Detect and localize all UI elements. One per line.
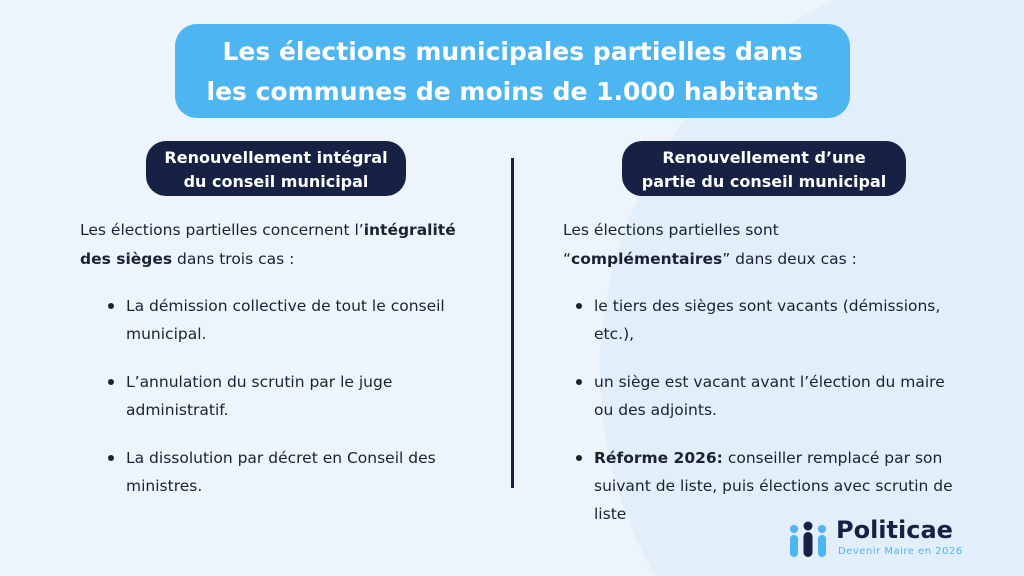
right-bullet-text: un siège est vacant avant l’élection du maire ou des adjoints. bbox=[594, 373, 945, 419]
list-item bbox=[108, 292, 498, 348]
list-item bbox=[108, 368, 498, 424]
right-intro-bold: complémentaires bbox=[571, 250, 723, 268]
left-bullet-text: L’annulation du scrutin par le juge administratif. bbox=[126, 373, 393, 419]
right-bullet-list bbox=[576, 292, 956, 548]
bullet-dot-icon bbox=[576, 303, 582, 309]
list-item bbox=[576, 292, 956, 348]
left-bullet-list bbox=[108, 292, 498, 520]
right-bullet-text: le tiers des sièges sont vacants (démissions, etc.), bbox=[594, 297, 941, 343]
right-intro-pre: Les élections partielles sont bbox=[563, 221, 779, 239]
left-heading-pill bbox=[146, 141, 406, 196]
bullet-dot-icon bbox=[108, 379, 114, 385]
left-bullet-text: La dissolution par décret en Conseil des ministres. bbox=[126, 449, 436, 495]
right-intro-post: ” dans deux cas : bbox=[722, 250, 857, 268]
left-heading-line1: Renouvellement intégral bbox=[164, 148, 388, 167]
left-bullet-text: La démission collective de tout le conseil municipal. bbox=[126, 297, 445, 343]
left-intro-text bbox=[80, 216, 500, 274]
page-title-line2: les communes de moins de 1.000 habitants bbox=[206, 77, 819, 106]
politicae-logo bbox=[786, 518, 976, 562]
people-group-icon bbox=[786, 520, 830, 560]
bullet-dot-icon bbox=[576, 455, 582, 461]
right-heading-line2: partie du conseil municipal bbox=[641, 172, 887, 191]
bullet-dot-icon bbox=[108, 455, 114, 461]
page-title-line1: Les élections municipales partielles dans bbox=[222, 37, 803, 66]
left-intro-bold1: intégralité bbox=[363, 221, 456, 239]
column-divider bbox=[511, 158, 514, 488]
right-heading-pill bbox=[622, 141, 906, 196]
page-title bbox=[175, 24, 850, 118]
logo-tagline: Devenir Maire en 2026 bbox=[838, 546, 963, 557]
left-intro-pre: Les élections partielles concernent l’ bbox=[80, 221, 364, 239]
list-item bbox=[108, 444, 498, 500]
list-item bbox=[576, 368, 956, 424]
bullet-dot-icon bbox=[576, 379, 582, 385]
logo-name: Politicae bbox=[836, 516, 953, 544]
right-heading-line1: Renouvellement d’une bbox=[662, 148, 866, 167]
right-intro-text bbox=[563, 216, 963, 274]
right-bullet-text: conseiller remplacé par son suivant de liste, puis élections avec scrutin de liste bbox=[594, 449, 953, 523]
left-intro-bold2: des sièges bbox=[80, 250, 173, 268]
right-bullet-bold: Réforme 2026: bbox=[594, 449, 723, 467]
left-heading-line2: du conseil municipal bbox=[183, 172, 369, 191]
right-intro-quote-open: “ bbox=[563, 250, 572, 268]
left-intro-post: dans trois cas : bbox=[172, 250, 295, 268]
bullet-dot-icon bbox=[108, 303, 114, 309]
